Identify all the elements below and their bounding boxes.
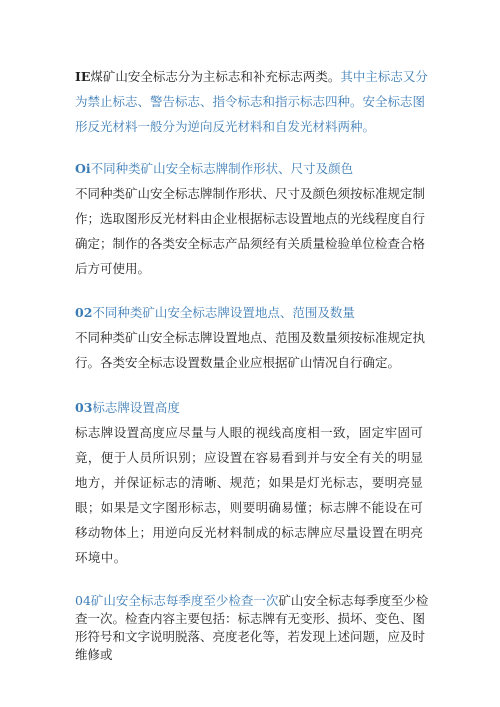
section-heading-text: 不同种类矿山安全标志牌制作形状、尺寸及颜色 bbox=[90, 161, 354, 176]
section-2 bbox=[75, 300, 435, 375]
section-heading-text: 不同种类矿山安全标志牌设置地点、范围及数量 bbox=[92, 305, 355, 320]
intro-blue-text: 其中主标志又分为禁止标志、警告标志、指令标志和指示标志四种。安全标志图形反光材料一般分为逆向反光材料和自发光材料两种。 bbox=[75, 69, 428, 134]
intro-prefix: IE bbox=[75, 69, 91, 84]
document-page bbox=[75, 64, 435, 664]
section-body: 矿山安全标志每季度至少检查一次。检查内容主要包括：标志牌有无变形、损坏、变色、图形符号和文字说明脱落、亮度老化等，若发现上述问题，应及时维修或 bbox=[75, 593, 429, 662]
section-3 bbox=[75, 395, 435, 570]
section-4-paragraph bbox=[75, 592, 435, 664]
section-body: 不同种类矿山安全标志牌制作形状、尺寸及颜色须按标准规定制作；选取图形反光材料由企业根据标志设置地点的光线程度自行确定；制作的各类安全标志产品须经有关质量检验单位检查合格后方可使用。 bbox=[75, 186, 426, 276]
section-body: 标志牌设置高度应尽量与人眼的视线高度相一致，固定牢固可竟，便于人员所识别；应设置在容易看到并与安全有关的明显地方，并保证标志的清晰、规范；如果是灯光标志，要明亮显眼；如果是文字图形标志，则要明确易懂；标志牌不能设在可移动物体上；用逆向反光材料制成的标志牌应尽量设置在明亮环境中。 bbox=[75, 425, 424, 565]
section-number: 02 bbox=[75, 305, 93, 320]
section-heading-text: 矿山安全标志每季度至少检查一次 bbox=[90, 593, 279, 608]
section-heading bbox=[75, 156, 435, 181]
intro-paragraph bbox=[75, 64, 435, 139]
section-heading-text: 标志牌设置高度 bbox=[92, 400, 180, 415]
section-number: 03 bbox=[75, 400, 93, 415]
section-number: Oi bbox=[75, 161, 91, 176]
section-1 bbox=[75, 156, 435, 281]
section-4 bbox=[75, 592, 435, 664]
section-heading bbox=[75, 300, 435, 325]
section-number: 04 bbox=[75, 593, 91, 608]
intro-black-text: 煤矿山安全标志分为主标志和补充标志两类。 bbox=[90, 69, 341, 84]
section-heading bbox=[75, 395, 435, 420]
section-body: 不同种类矿山安全标志牌设置地点、范围及数量须按标准规定执行。各类安全标志设置数量企业应根据矿山情况自行确定。 bbox=[75, 330, 426, 370]
section-heading bbox=[75, 593, 278, 608]
